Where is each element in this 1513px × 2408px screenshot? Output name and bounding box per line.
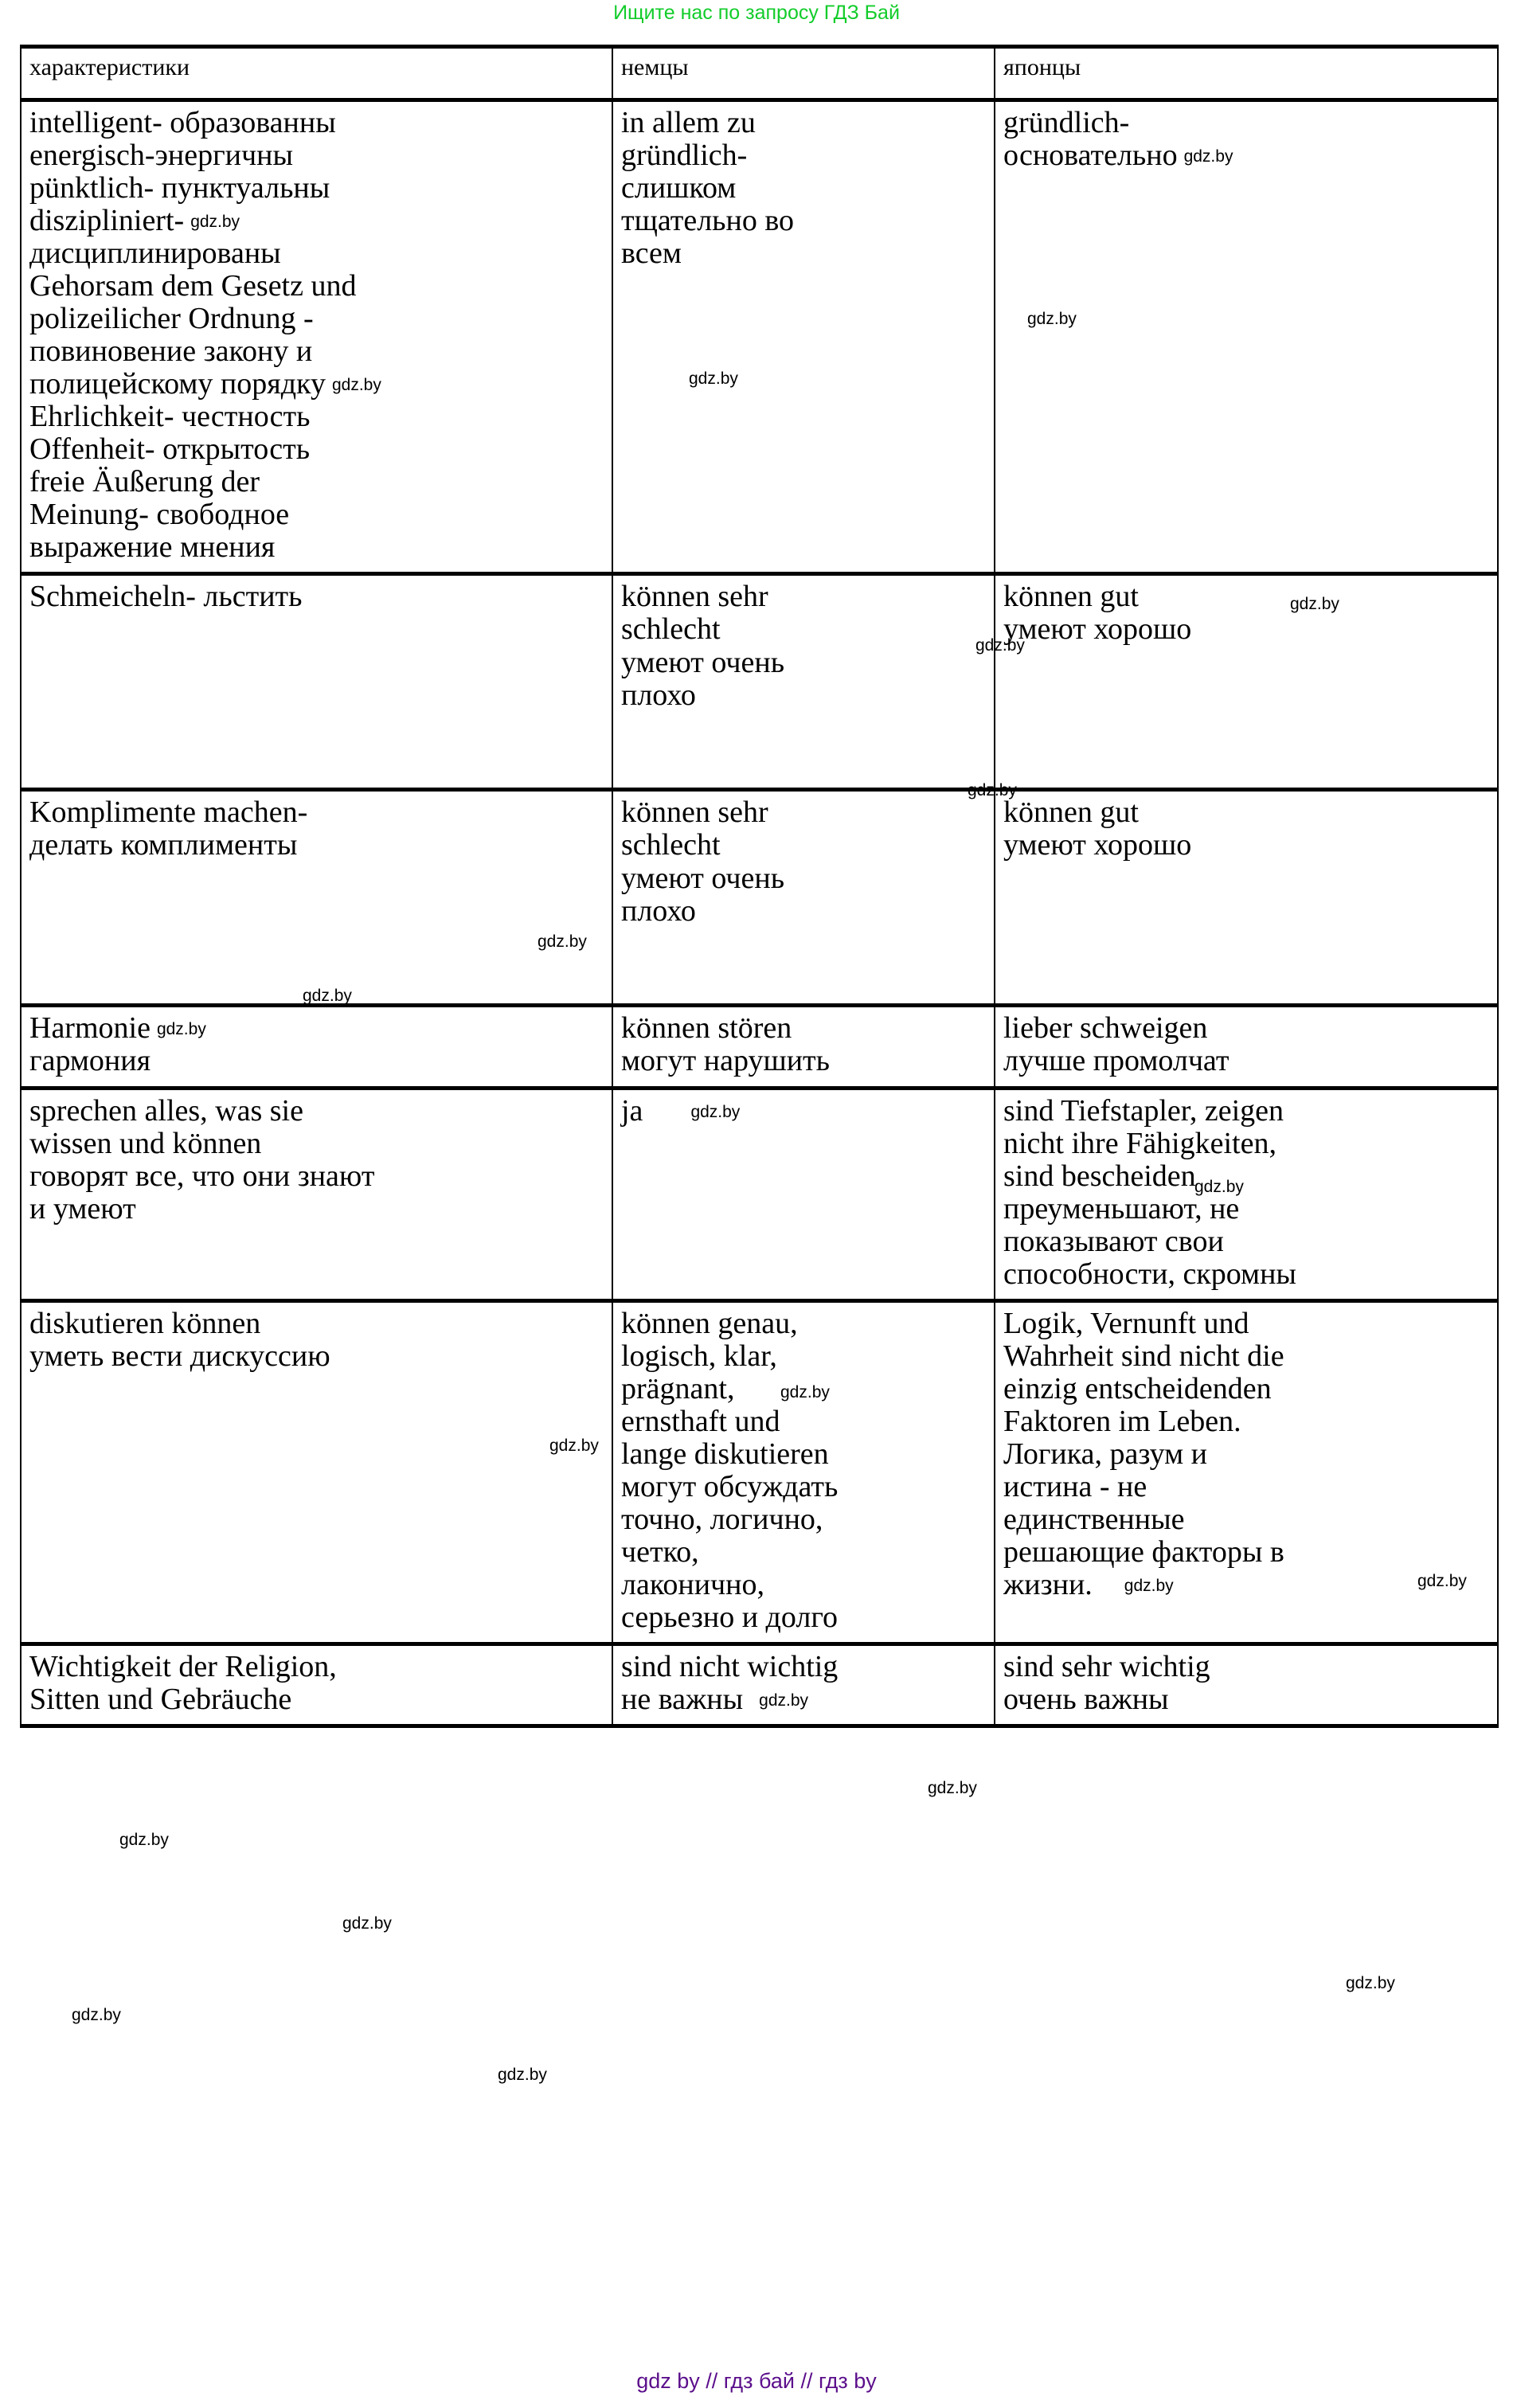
table-header-row	[21, 47, 1498, 100]
cell-line: гармония	[29, 1044, 151, 1078]
watermark-text: gdz.by	[975, 636, 1025, 655]
watermark-text: gdz.by	[1346, 1974, 1395, 1992]
cell-line: können sehr	[621, 796, 768, 830]
table-row	[21, 1644, 1498, 1726]
cell-line: способности, скромны	[1003, 1257, 1296, 1291]
cell-line	[1003, 139, 1489, 172]
cell-text-block	[621, 796, 986, 927]
cell-line: lange diskutieren	[621, 1437, 829, 1471]
comparison-table-wrapper	[20, 45, 1497, 1728]
cell-line: точно, логично,	[621, 1502, 823, 1536]
cell-line: плохо	[621, 893, 696, 928]
cell-text-block	[29, 580, 604, 613]
cell-line: дисциплинированы	[29, 236, 281, 271]
cell-line: плохо	[621, 678, 696, 712]
watermark-text: gdz.by	[72, 2006, 121, 2024]
cell-line: и умеют	[29, 1191, 136, 1226]
cell-text-block	[1003, 1308, 1489, 1601]
cell-japanese	[995, 1006, 1498, 1088]
table-row	[21, 1006, 1498, 1088]
watermark-text: gdz.by	[780, 1383, 830, 1401]
cell-line: могут обсуждать	[621, 1469, 839, 1503]
cell-line: gründlich-	[621, 139, 748, 173]
watermark-text: gdz.by	[1417, 1572, 1467, 1590]
header-cell-japanese: японцы	[995, 47, 1498, 100]
cell-line: преуменьшают, не	[1003, 1191, 1240, 1226]
cell-line: sind bescheiden	[1003, 1159, 1196, 1193]
watermark-text: gdz.by	[689, 369, 738, 388]
cell-text-block	[621, 580, 986, 711]
cell-line: четко,	[621, 1534, 699, 1569]
cell-line: Logik, Vernunft und	[1003, 1306, 1249, 1340]
watermark-text: gdz.by	[1027, 310, 1077, 328]
cell-line: выражение мнения	[29, 530, 276, 565]
cell-germans	[612, 1300, 995, 1644]
cell-text-block	[29, 1651, 604, 1716]
cell-line: sprechen alles, was sie	[29, 1093, 303, 1128]
cell-japanese	[995, 1088, 1498, 1300]
watermark-inline: gdz.by	[156, 1020, 206, 1039]
cell-line: einzig entscheidenden	[1003, 1371, 1272, 1405]
cell-germans	[612, 574, 995, 790]
cell-line: sind nicht wichtig	[621, 1650, 839, 1683]
cell-line: умеют очень	[621, 861, 785, 895]
cell-line: sind sehr wichtig	[1003, 1650, 1210, 1683]
cell-japanese	[995, 790, 1498, 1006]
cell-characteristics	[21, 790, 612, 1006]
cell-line	[29, 1012, 604, 1045]
cell-line: слишком	[621, 171, 737, 205]
cell-line: können genau,	[621, 1306, 798, 1340]
cell-line	[1003, 1569, 1489, 1601]
cell-line: Gehorsam dem Gesetz und	[29, 269, 357, 303]
cell-line: Offenheit- открытость	[29, 432, 311, 467]
cell-line-text: основательно	[1003, 139, 1178, 173]
cell-text-block	[29, 1012, 604, 1077]
cell-line	[29, 368, 604, 401]
watermark-inline: gdz.by	[1183, 147, 1233, 166]
cell-text-block	[29, 107, 604, 564]
cell-characteristics	[21, 1644, 612, 1726]
cell-line: лаконично,	[621, 1567, 764, 1601]
watermark-text: gdz.by	[342, 1914, 392, 1933]
cell-line: очень важны	[1003, 1683, 1169, 1717]
cell-line: logisch, klar,	[621, 1339, 777, 1373]
cell-characteristics	[21, 1088, 612, 1300]
cell-line: in allem zu	[621, 106, 756, 139]
cell-line: lieber schweigen	[1003, 1011, 1208, 1046]
cell-text-block	[29, 1308, 604, 1373]
cell-japanese	[995, 100, 1498, 574]
cell-line: говорят все, что они знают	[29, 1159, 375, 1193]
cell-line: intelligent- образованны	[29, 106, 336, 139]
cell-line: умеют хорошо	[1003, 612, 1192, 647]
cell-line: Meinung- свободное	[29, 498, 290, 532]
cell-text-block	[1003, 580, 1489, 646]
watermark-text: gdz.by	[538, 932, 587, 951]
cell-line: gründlich-	[1003, 106, 1130, 139]
watermark-text: gdz.by	[928, 1779, 977, 1797]
cell-line: Sitten und Gebräuche	[29, 1683, 292, 1717]
table-row	[21, 1300, 1498, 1644]
cell-line: Schmeicheln- льстить	[29, 580, 303, 614]
cell-line: повиновение закону и	[29, 334, 313, 369]
cell-line-text: не важны	[621, 1683, 744, 1717]
cell-line	[621, 1683, 986, 1716]
cell-line: Faktoren im Leben.	[1003, 1404, 1241, 1438]
cell-text-block	[621, 107, 986, 270]
cell-line	[29, 205, 604, 237]
top-promo-banner: Ищите нас по запросу ГДЗ Бай	[613, 2, 900, 24]
watermark-inline: gdz.by	[1124, 1576, 1174, 1595]
cell-line: polizeilicher Ordnung -	[29, 302, 314, 336]
cell-line: schlecht	[621, 612, 721, 647]
watermark-text: gdz.by	[119, 1831, 169, 1849]
cell-text-block	[1003, 1651, 1489, 1716]
cell-germans	[612, 790, 995, 1006]
cell-line-text: Harmonie	[29, 1011, 151, 1046]
cell-line: умеют очень	[621, 645, 785, 679]
cell-line: могут нарушить	[621, 1044, 830, 1078]
cell-germans	[612, 1006, 995, 1088]
bottom-promo-banner: gdz by // гдз бай // гдз by	[636, 2369, 877, 2393]
watermark-text: gdz.by	[1290, 595, 1339, 613]
cell-line: Ehrlichkeit- честность	[29, 400, 311, 434]
cell-characteristics	[21, 1300, 612, 1644]
cell-line: nicht ihre Fähigkeiten,	[1003, 1126, 1276, 1160]
cell-line-text: жизни.	[1003, 1567, 1093, 1601]
cell-line: können gut	[1003, 796, 1139, 830]
comparison-table	[20, 45, 1499, 1728]
cell-text-block	[1003, 1095, 1489, 1291]
cell-line-text: полицейскому порядку	[29, 367, 326, 401]
cell-line: Wahrheit sind nicht die	[1003, 1339, 1284, 1373]
cell-line	[621, 1095, 986, 1128]
cell-line: können gut	[1003, 580, 1139, 614]
watermark-inline: gdz.by	[759, 1691, 809, 1710]
cell-line: серьезно и долго	[621, 1600, 838, 1634]
cell-line: Komplimente machen-	[29, 796, 308, 830]
cell-line: делать комплименты	[29, 828, 298, 862]
cell-line: freie Äußerung der	[29, 465, 260, 499]
cell-characteristics	[21, 574, 612, 790]
cell-japanese	[995, 1300, 1498, 1644]
cell-characteristics	[21, 1006, 612, 1088]
cell-text-block	[29, 796, 604, 862]
cell-text-block	[621, 1012, 986, 1077]
cell-line: prägnant,	[621, 1371, 735, 1405]
cell-line: können stören	[621, 1011, 792, 1046]
cell-text-block	[1003, 107, 1489, 172]
watermark-text: gdz.by	[498, 2066, 547, 2084]
watermark-text: gdz.by	[549, 1437, 599, 1455]
cell-line-text: ja	[621, 1093, 643, 1128]
cell-line: тщательно во	[621, 204, 795, 238]
cell-text-block	[621, 1651, 986, 1716]
cell-text-block	[1003, 796, 1489, 862]
watermark-text: gdz.by	[968, 781, 1017, 799]
cell-characteristics	[21, 100, 612, 574]
cell-text-block	[621, 1095, 986, 1128]
cell-line: Логика, разум и	[1003, 1437, 1207, 1471]
cell-line: истина - не	[1003, 1469, 1147, 1503]
header-cell-germans: немцы	[612, 47, 995, 100]
table-row	[21, 1088, 1498, 1300]
cell-text-block	[621, 1308, 986, 1634]
cell-line: sind Tiefstapler, zeigen	[1003, 1093, 1284, 1128]
cell-line: уметь вести дискуссию	[29, 1339, 330, 1373]
watermark-text: gdz.by	[303, 987, 352, 1005]
cell-line: schlecht	[621, 828, 721, 862]
table-row	[21, 574, 1498, 790]
cell-line: лучше промолчат	[1003, 1044, 1230, 1078]
table-row	[21, 100, 1498, 574]
cell-line-text: diszipliniert-	[29, 204, 185, 238]
cell-line: pünktlich- пунктуальны	[29, 171, 330, 205]
cell-line: energisch-энергичны	[29, 139, 293, 173]
cell-text-block	[29, 1095, 604, 1226]
cell-japanese	[995, 574, 1498, 790]
cell-text-block	[1003, 1012, 1489, 1077]
cell-line: Wichtigkeit der Religion,	[29, 1650, 337, 1683]
cell-japanese	[995, 1644, 1498, 1726]
watermark-inline: gdz.by	[690, 1102, 741, 1121]
header-cell-characteristics: характеристики	[21, 47, 612, 100]
cell-germans	[612, 1644, 995, 1726]
cell-line: умеют хорошо	[1003, 828, 1192, 862]
cell-line: показывают свои	[1003, 1224, 1224, 1258]
cell-line: wissen und können	[29, 1126, 262, 1160]
table-row	[21, 790, 1498, 1006]
cell-germans	[612, 1088, 995, 1300]
cell-germans	[612, 100, 995, 574]
cell-line: решающие факторы в	[1003, 1534, 1284, 1569]
watermark-inline: gdz.by	[190, 213, 240, 232]
cell-line: können sehr	[621, 580, 768, 614]
cell-line: diskutieren können	[29, 1306, 261, 1340]
cell-line: всем	[621, 236, 682, 271]
cell-line: единственные	[1003, 1502, 1185, 1536]
watermark-text: gdz.by	[1194, 1178, 1244, 1196]
watermark-inline: gdz.by	[331, 376, 381, 395]
cell-line: ernsthaft und	[621, 1404, 780, 1438]
